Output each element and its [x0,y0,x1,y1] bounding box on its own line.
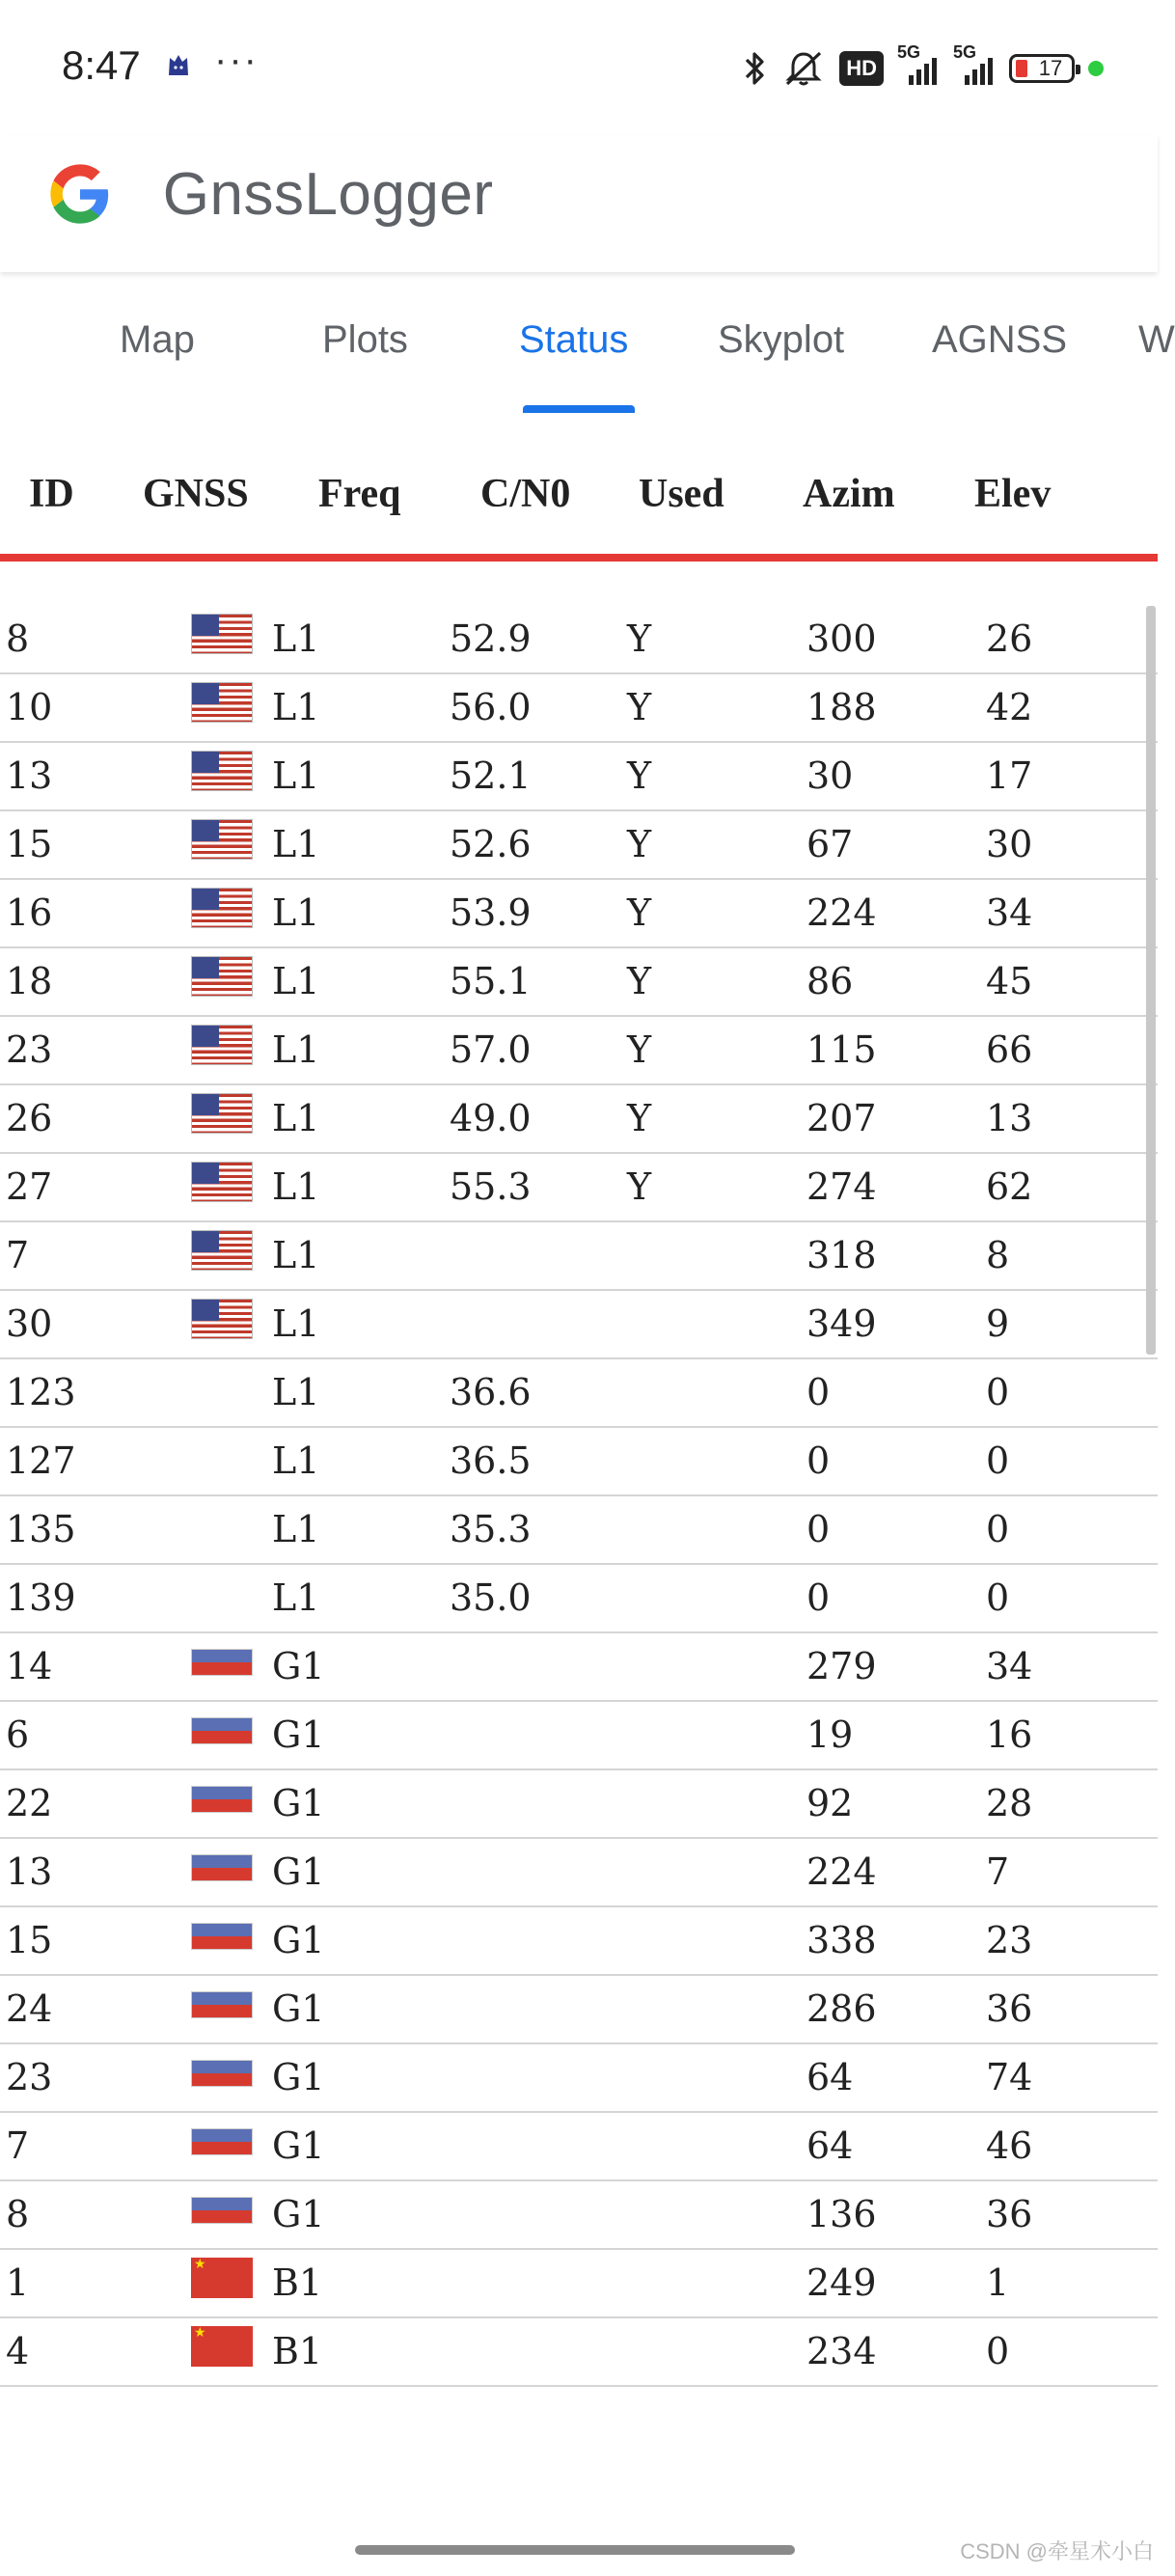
cell-elev: 0 [986,1508,1010,1550]
cell-gnss [191,682,253,723]
cell-id: 13 [6,1850,53,1893]
cell-cn0: 55.3 [450,1165,532,1208]
us-flag-icon [191,1299,253,1339]
cell-azim: 92 [806,1782,854,1824]
tab-status[interactable]: Status [519,318,629,361]
russia-flag-icon [191,1991,253,2018]
cell-freq: L1 [272,1508,320,1550]
google-g-logo-icon [46,160,114,228]
table-row [0,1428,1158,1496]
cell-used: Y [627,1097,652,1139]
cell-cn0: 52.6 [450,823,532,865]
tab-plots[interactable]: Plots [322,318,408,361]
table-row [0,1565,1158,1633]
cell-azim: 318 [806,1234,877,1276]
us-flag-icon [191,751,253,791]
bluetooth-icon [741,49,768,88]
us-flag-icon [191,956,253,997]
cell-used: Y [627,823,652,865]
cell-id: 15 [6,1919,53,1961]
us-flag-icon [191,682,253,723]
cell-elev: 0 [986,1371,1010,1413]
col-header-id: ID [29,472,74,516]
cell-id: 22 [6,1782,53,1824]
cell-id: 8 [6,2193,30,2235]
russia-flag-icon [191,1717,253,1744]
cell-elev: 74 [986,2056,1033,2098]
cell-cn0: 36.6 [450,1371,532,1413]
cell-elev: 34 [986,1645,1033,1687]
table-row [0,880,1158,948]
signal-2-icon: 5G [953,52,996,85]
cell-elev: 26 [986,617,1033,660]
table-row [0,2113,1158,2181]
header-divider [0,554,1158,562]
cell-freq: L1 [272,1234,320,1276]
cell-gnss [191,1230,253,1271]
cell-azim: 136 [806,2193,877,2235]
us-flag-icon [191,1025,253,1065]
cell-used: Y [627,1028,652,1071]
cell-used: Y [627,960,652,1002]
cell-cn0: 35.0 [450,1576,532,1619]
table-row [0,1702,1158,1770]
cell-elev: 36 [986,2193,1033,2235]
cell-id: 26 [6,1097,53,1139]
cell-id: 139 [6,1576,76,1619]
cell-elev: 1 [986,2261,1010,2304]
battery-icon [1009,54,1075,83]
us-flag-icon [191,1230,253,1271]
cell-elev: 30 [986,823,1033,865]
cell-azim: 0 [806,1508,831,1550]
cell-id: 23 [6,1028,53,1071]
table-row [0,606,1158,674]
cell-elev: 28 [986,1782,1033,1824]
cell-elev: 13 [986,1097,1033,1139]
us-flag-icon [191,1162,253,1202]
cell-azim: 279 [806,1645,877,1687]
cell-azim: 0 [806,1439,831,1482]
cell-freq: G1 [272,1782,325,1824]
cell-freq: L1 [272,1371,320,1413]
cell-freq: L1 [272,960,320,1002]
cell-azim: 224 [806,891,877,934]
us-flag-icon [191,1093,253,1134]
cell-elev: 0 [986,1576,1010,1619]
cell-freq: L1 [272,1302,320,1345]
cell-cn0: 35.3 [450,1508,532,1550]
table-row [0,1291,1158,1359]
russia-flag-icon [191,1854,253,1881]
table-row [0,1770,1158,1839]
cell-azim: 19 [806,1713,854,1756]
cell-azim: 67 [806,823,854,865]
tab-overflow[interactable]: W [1138,318,1175,361]
cell-elev: 42 [986,686,1033,728]
cell-gnss [191,1162,253,1202]
table-row [0,1154,1158,1222]
status-time: 8:47 [62,42,141,88]
china-flag-icon [191,2326,253,2367]
tab-agnss[interactable]: AGNSS [932,318,1068,361]
cell-id: 13 [6,754,53,797]
table-header [0,444,1158,562]
china-flag-icon [191,2258,253,2298]
cell-freq: B1 [272,2330,323,2372]
cell-gnss [191,2052,253,2087]
cell-elev: 62 [986,1165,1033,1208]
cell-freq: L1 [272,1576,320,1619]
cell-freq: L1 [272,1439,320,1482]
cell-id: 15 [6,823,53,865]
cell-used: Y [627,754,652,797]
cell-freq: L1 [272,1097,320,1139]
col-header-freq: Freq [318,472,401,516]
home-indicator[interactable] [355,2545,795,2555]
russia-flag-icon [191,1923,253,1950]
cell-id: 8 [6,617,30,660]
cell-freq: G1 [272,1850,325,1893]
table-row [0,1017,1158,1085]
cell-gnss [191,2326,253,2367]
cell-gnss [191,888,253,928]
cell-gnss [191,956,253,997]
cell-azim: 64 [806,2124,854,2167]
table-row [0,1359,1158,1428]
more-notifications-icon: ··· [214,39,259,81]
cell-id: 135 [6,1508,76,1550]
russia-flag-icon [191,2197,253,2224]
col-header-cn0: C/N0 [480,472,571,516]
tab-skyplot[interactable]: Skyplot [718,318,845,361]
cell-gnss [191,1093,253,1134]
active-tab-indicator [523,405,635,413]
cell-elev: 23 [986,1919,1033,1961]
cell-elev: 8 [986,1234,1010,1276]
table-row [0,674,1158,743]
cell-cn0: 53.9 [450,891,532,934]
cell-gnss [191,2258,253,2298]
cell-cn0: 52.9 [450,617,532,660]
status-bar [0,0,1158,135]
cell-gnss [191,1847,253,1881]
cell-id: 7 [6,1234,30,1276]
cell-freq: B1 [272,2261,323,2304]
cell-freq: L1 [272,1165,320,1208]
cell-freq: G1 [272,2056,325,2098]
cell-id: 16 [6,891,53,934]
table-row [0,1085,1158,1154]
cell-id: 27 [6,1165,53,1208]
us-flag-icon [191,888,253,928]
cell-azim: 207 [806,1097,877,1139]
tab-map[interactable]: Map [120,318,195,361]
col-header-azim: Azim [803,472,895,516]
table-row [0,1839,1158,1907]
russia-flag-icon [191,2128,253,2155]
cell-azim: 0 [806,1371,831,1413]
battery-level: 17 [1038,56,1063,80]
cell-gnss [191,1025,253,1065]
cell-elev: 0 [986,2330,1010,2372]
app-bar [0,135,1158,272]
cell-azim: 30 [806,754,854,797]
us-flag-icon [191,819,253,860]
cell-azim: 224 [806,1850,877,1893]
table-scrollbar[interactable] [1146,606,1156,1355]
cell-elev: 7 [986,1850,1010,1893]
russia-flag-icon [191,1786,253,1813]
cell-elev: 17 [986,754,1033,797]
cell-azim: 338 [806,1919,877,1961]
cell-cn0: 52.1 [450,754,532,797]
cell-gnss [191,1641,253,1676]
cell-gnss [191,1778,253,1813]
table-row [0,2250,1158,2318]
cell-id: 30 [6,1302,53,1345]
cell-id: 10 [6,686,53,728]
cell-azim: 249 [806,2261,877,2304]
cell-id: 127 [6,1439,76,1482]
cell-freq: L1 [272,1028,320,1071]
app-title: GnssLogger [162,161,494,228]
cell-elev: 9 [986,1302,1010,1345]
watermark: CSDN @牵星术小白 [960,2539,1154,2563]
cell-id: 7 [6,2124,30,2167]
table-row [0,1907,1158,1976]
cell-freq: L1 [272,823,320,865]
cell-id: 24 [6,1987,53,2030]
tab-bar [0,276,1175,417]
cell-azim: 349 [806,1302,877,1345]
cell-azim: 234 [806,2330,877,2372]
cell-used: Y [627,686,652,728]
cell-used: Y [627,891,652,934]
signal-1-icon: 5G [897,52,940,85]
cell-freq: G1 [272,2124,325,2167]
table-row [0,1633,1158,1702]
col-header-used: Used [639,472,724,516]
cell-azim: 0 [806,1576,831,1619]
cell-id: 123 [6,1371,76,1413]
cell-cn0: 56.0 [450,686,532,728]
cell-freq: G1 [272,1713,325,1756]
col-header-elev: Elev [974,472,1052,516]
cell-azim: 274 [806,1165,877,1208]
table-row [0,1222,1158,1291]
cell-freq: G1 [272,1987,325,2030]
us-flag-icon [191,614,253,654]
cell-cn0: 55.1 [450,960,532,1002]
cell-gnss [191,614,253,654]
privacy-indicator-icon [1088,61,1104,76]
cell-elev: 46 [986,2124,1033,2167]
cell-cn0: 57.0 [450,1028,532,1071]
cell-used: Y [627,1165,652,1208]
cell-azim: 64 [806,2056,854,2098]
cell-id: 4 [6,2330,30,2372]
cell-cn0: 49.0 [450,1097,532,1139]
hd-voice-icon: HD [839,51,884,86]
cell-elev: 66 [986,1028,1033,1071]
cell-freq: G1 [272,2193,325,2235]
cell-elev: 16 [986,1713,1033,1756]
cell-elev: 0 [986,1439,1010,1482]
cell-gnss [191,1984,253,2018]
cell-used: Y [627,617,652,660]
cell-freq: G1 [272,1919,325,1961]
cell-freq: L1 [272,891,320,934]
table-row [0,811,1158,880]
cell-elev: 45 [986,960,1033,1002]
cell-gnss [191,1710,253,1744]
cell-azim: 115 [806,1028,877,1071]
cell-id: 1 [6,2261,30,2304]
cell-elev: 36 [986,1987,1033,2030]
cell-azim: 86 [806,960,854,1002]
table-row [0,948,1158,1017]
table-row [0,2181,1158,2250]
status-icons [741,44,1104,93]
cell-azim: 188 [806,686,877,728]
russia-flag-icon [191,2060,253,2087]
cell-gnss [191,1915,253,1950]
bell-muted-icon [781,49,826,88]
cell-elev: 34 [986,891,1033,934]
cell-id: 23 [6,2056,53,2098]
cell-gnss [191,2189,253,2224]
cell-gnss [191,819,253,860]
cell-freq: L1 [272,754,320,797]
cell-azim: 286 [806,1987,877,2030]
table-row [0,2318,1158,2387]
cell-cn0: 36.5 [450,1439,532,1482]
satellite-table[interactable] [0,606,1158,2372]
cell-gnss [191,1299,253,1339]
table-row [0,1976,1158,2044]
cell-gnss [191,2121,253,2155]
cell-gnss [191,751,253,791]
table-row [0,2044,1158,2113]
cell-azim: 300 [806,617,877,660]
table-row [0,743,1158,811]
cell-id: 14 [6,1645,53,1687]
table-row [0,1496,1158,1565]
cell-freq: L1 [272,686,320,728]
cell-id: 6 [6,1713,30,1756]
cell-freq: L1 [272,617,320,660]
russia-flag-icon [191,1649,253,1676]
cell-id: 18 [6,960,53,1002]
col-header-gnss: GNSS [143,472,249,516]
app-notification-icon [166,52,191,77]
cell-freq: G1 [272,1645,325,1687]
